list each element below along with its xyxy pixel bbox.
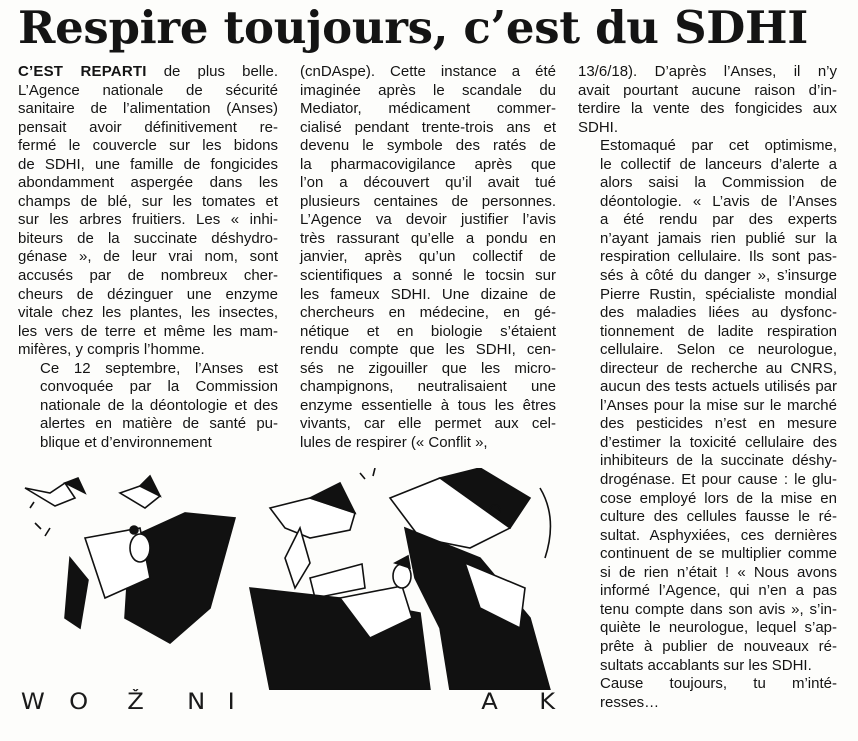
- cartoon-illustration: [10, 468, 570, 738]
- text-line: Cause toujours, tu m’inté-: [600, 675, 837, 693]
- text-line: culture des cellules fausse le ré-: [600, 508, 837, 526]
- text-line: SDHI.: [578, 118, 619, 136]
- text-line: drogénase. Et pour cause : le glu-: [600, 471, 837, 489]
- cartoonist-signature: [22, 690, 567, 726]
- text-line: enzyme essentielle à tous les êtres: [300, 396, 556, 414]
- text-line: lules de respirer (« Conflit »,: [300, 433, 488, 451]
- text-line: l’on a découvert qu’il avait tué: [300, 174, 556, 192]
- text-line: a été rendu par des experts: [600, 211, 837, 229]
- text-line: les fameux SDHI. Une dizaine de: [300, 285, 556, 303]
- text-line: cheurs de dézinguer une enzyme: [18, 285, 278, 303]
- paragraph-4: [578, 63, 837, 137]
- text-line: biteurs de la succinate déshydro-: [18, 229, 278, 247]
- text-line: Ce 12 septembre, l’Anses est: [40, 359, 278, 377]
- text-line: sanitaire de l’alimentation (Anses): [18, 100, 278, 118]
- text-line: si de rien n’était ! « Nous avons: [600, 563, 837, 581]
- text-line: convoquée par la Commission: [40, 378, 278, 396]
- lead-in: C’EST REPARTI: [18, 63, 147, 80]
- text-line: nétique et en biologie s’étaient: [300, 322, 556, 340]
- text-line: informé l’Agence, qui n’en a pas: [600, 582, 837, 600]
- text-line: sés ne zigouiller que les micro-: [300, 359, 556, 377]
- text-line: L’Agence nationale de sécurité: [18, 81, 278, 99]
- text-line: vitale chez les plantes, les insectes,: [18, 304, 278, 322]
- paragraph-1: [18, 63, 278, 360]
- text-line: Pierre Rustin, spécialiste mondial: [600, 285, 837, 303]
- text-line: cose employé lors de la mise en: [600, 489, 837, 507]
- text-line: d’estimer la toxicité cellulaire des: [600, 433, 837, 451]
- text-line: sés à côté du danger », s’insurge: [600, 267, 837, 285]
- text-line: pensait avoir définitivement re-: [18, 118, 278, 136]
- text-line: aucun des tests actuels utilisés par: [600, 378, 837, 396]
- text-line: avait pourtant aucune raison d’in-: [578, 81, 837, 99]
- cartoon-drawing: [10, 468, 570, 690]
- text-line: quiète le neurologue, lequel s’ap-: [600, 619, 837, 637]
- paragraph-5: [578, 137, 837, 675]
- text-line: champignons, neutralisaient une: [300, 378, 556, 396]
- text-line: directeur de recherche au CNRS,: [600, 359, 837, 377]
- paragraph-3: [300, 63, 556, 452]
- text-line: [18, 63, 278, 82]
- headline: Respire toujours, c’est du SDHI: [18, 1, 808, 54]
- text-line: les vers de terre et même les mam-: [18, 322, 278, 340]
- text-line: Mediator, médicament commer-: [300, 100, 556, 118]
- text-line: fermé le couvercle sur les bidons: [18, 137, 278, 155]
- text-line: très rassurant qu’elle a pondu en: [300, 229, 556, 247]
- text-line: blique et d’environnement: [40, 433, 212, 451]
- text-line: scientifiques a sonné le tocsin sur: [300, 267, 556, 285]
- text-line: tenu compte dans son avis », s’in-: [600, 600, 837, 618]
- text-line: l’Anses pour la mise sur le marché: [600, 396, 837, 414]
- text-line: plusieurs centaines de personnes.: [300, 192, 556, 210]
- text-line: mifères, y compris l’homme.: [18, 341, 205, 359]
- text-line: la pharmacovigilance après que: [300, 155, 556, 173]
- text-line: continuent de se multiplier comme: [600, 545, 837, 563]
- text-line: de SDHI, une famille de fongicides: [18, 155, 278, 173]
- text-line: le collectif de lanceurs d’alerte a: [600, 155, 837, 173]
- text-line: terdire la vente des fongicides aux: [578, 100, 837, 118]
- text-line: n’ayant jamais rien publié sur la: [600, 229, 837, 247]
- text-line: sultats accablants sur les SDHI.: [600, 656, 812, 674]
- text-line: des maladies liées au dysfonc-: [600, 304, 837, 322]
- text-line: champs de blé, sur les tomates et: [18, 192, 278, 210]
- article-column-2: [300, 63, 556, 452]
- signature-letter: N: [187, 690, 206, 715]
- text-line: alertes en matière de santé pu-: [40, 415, 278, 433]
- text-line: sur les arbres fruitiers. Les « inhi-: [18, 211, 278, 229]
- text-line: Estomaqué par cet optimisme,: [600, 137, 837, 155]
- article-column-3: [578, 63, 837, 712]
- paragraph-6: [578, 675, 837, 712]
- text-line: cellulaire. Selon ce neurologue,: [600, 341, 837, 359]
- text-line: sultat. Asphyxiées, ces dernières: [600, 526, 837, 544]
- paragraph-2: [18, 360, 278, 453]
- text-line: janvier, après qu’un collectif de: [300, 248, 556, 266]
- text-line: alors saisi la Commission de: [600, 174, 837, 192]
- signature-letter: W: [20, 690, 45, 715]
- text-line: inhibiteurs de la succinate déshy-: [600, 452, 837, 470]
- text-line: rendu compte que les SDHI, cen-: [300, 341, 556, 359]
- text-line: imaginée après le scandale du: [300, 81, 556, 99]
- text-line: déontologie. « L’avis de l’Anses: [600, 192, 837, 210]
- text-line: devenu le symbole des ratés de: [300, 137, 556, 155]
- article-column-1: [18, 63, 278, 452]
- text-line: vivants, car elle permet aux cel-: [300, 415, 556, 433]
- text-line-rest: de plus belle.: [146, 63, 278, 80]
- text-line: respiration cellulaire. Ils sont pas-: [600, 248, 837, 266]
- signature-letter: O: [69, 690, 89, 715]
- text-line: génase », de leur vrai nom, sont: [18, 248, 278, 266]
- text-line: nationale de la déontologie et des: [40, 396, 278, 414]
- text-line: (cnDAspe). Cette instance a été: [300, 63, 556, 80]
- text-line: prête à publier de nouveaux ré-: [600, 637, 837, 655]
- text-line: L’Agence va devoir justifier l’avis: [300, 211, 556, 229]
- signature-letter: K: [539, 690, 556, 715]
- text-line: cialisé pendant trente-trois ans et: [300, 118, 556, 136]
- text-line: des pesticides n’est en mesure: [600, 415, 837, 433]
- text-line: resses…: [600, 693, 660, 711]
- text-line: tionnement de ladite respiration: [600, 322, 837, 340]
- signature-letter: I: [227, 690, 235, 715]
- text-line: abondamment aspergée dans les: [18, 174, 278, 192]
- text-line: accusés par de nombreux cher-: [18, 267, 278, 285]
- signature-letter: Ž: [127, 690, 144, 715]
- signature-letter: A: [481, 690, 498, 715]
- text-line: 13/6/18). D’après l’Anses, il n’y: [578, 63, 837, 80]
- text-line: chercheurs en médecine, en gé-: [300, 304, 556, 322]
